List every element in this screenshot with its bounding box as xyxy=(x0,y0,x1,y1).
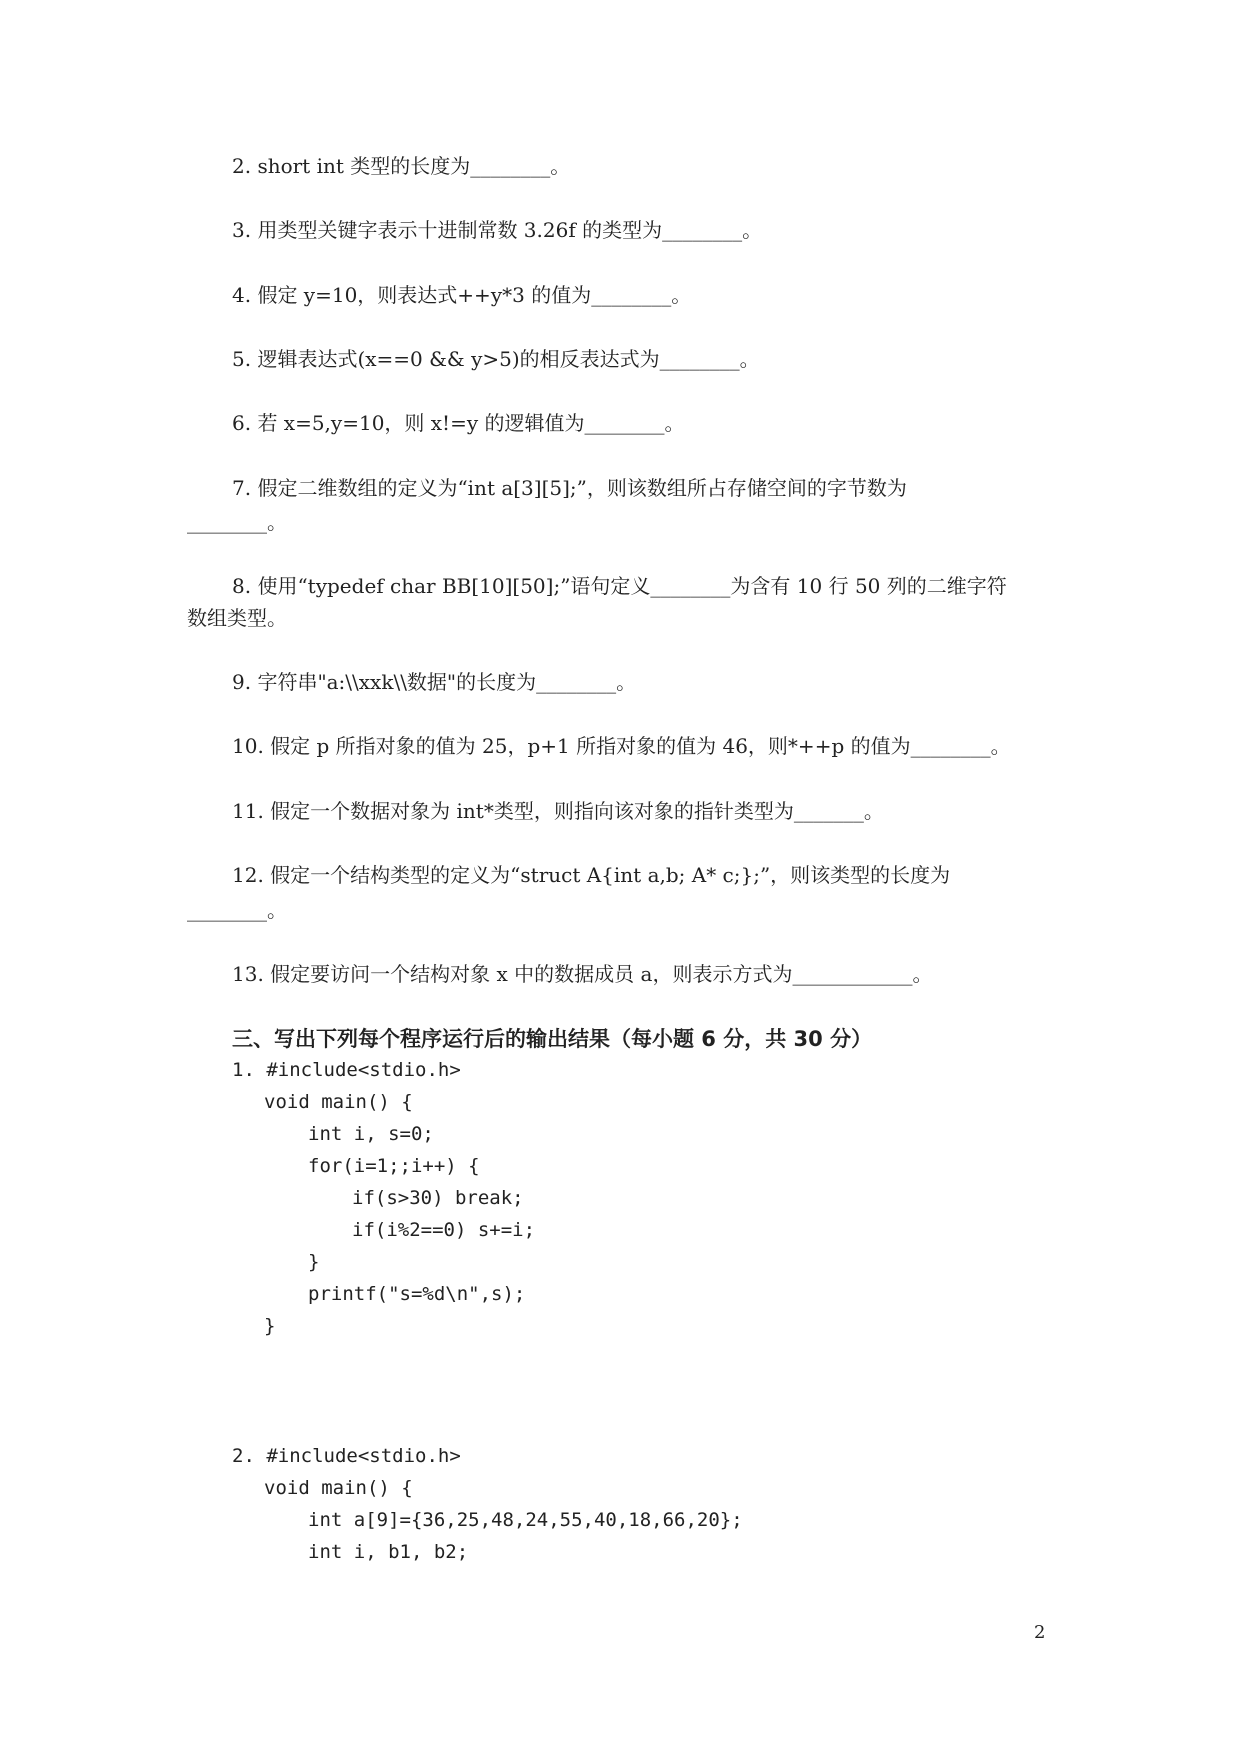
program-1-line-9: } xyxy=(264,1315,276,1337)
program-1-line-5: if(s>30) break; xyxy=(352,1187,524,1209)
program-1-line-8: printf("s=%d\n",s); xyxy=(308,1283,526,1305)
page-number: 2 xyxy=(1034,1622,1046,1643)
question-7: 7. 假定二维数组的定义为“int a[3][5];”，则该数组所占存储空间的字节数为 xyxy=(232,476,907,500)
program-2-line-1: 2. #include<stdio.h> xyxy=(232,1445,461,1467)
question-12-cont: ________。 xyxy=(187,898,287,922)
program-2-line-3: int a[9]={36,25,48,24,55,40,18,66,20}; xyxy=(308,1509,743,1531)
program-2-line-2: void main() { xyxy=(264,1477,413,1499)
question-8-cont: 数组类型。 xyxy=(187,606,287,630)
question-8: 8. 使用“typedef char BB[10][50];”语句定义________为含有 10 行 50 列的二维字符 xyxy=(232,574,1007,598)
question-11: 11. 假定一个数据对象为 int*类型，则指向该对象的指针类型为_______。 xyxy=(232,799,884,823)
program-1-line-4: for(i=1;;i++) { xyxy=(308,1155,480,1177)
section-3-title: 三、写出下列每个程序运行后的输出结果（每小题 6 分，共 30 分） xyxy=(232,1027,873,1051)
question-10: 10. 假定 p 所指对象的值为 25，p+1 所指对象的值为 46，则*++p 的值为________。 xyxy=(232,734,1011,758)
question-13: 13. 假定要访问一个结构对象 x 中的数据成员 a，则表示方式为____________。 xyxy=(232,962,933,986)
program-1-line-6: if(i%2==0) s+=i; xyxy=(352,1219,536,1241)
question-4: 4. 假定 y=10，则表达式++y*3 的值为________。 xyxy=(232,283,692,307)
program-2-line-4: int i, b1, b2; xyxy=(308,1541,469,1563)
question-5: 5. 逻辑表达式(x==0 && y>5)的相反表达式为________。 xyxy=(232,347,760,371)
question-2: 2. short int 类型的长度为________。 xyxy=(232,154,571,178)
question-6: 6. 若 x=5,y=10，则 x!=y 的逻辑值为________。 xyxy=(232,411,685,435)
question-9: 9. 字符串"a:\\xxk\\数据"的长度为________。 xyxy=(232,670,637,694)
program-1-line-1: 1. #include<stdio.h> xyxy=(232,1059,461,1081)
question-12: 12. 假定一个结构类型的定义为“struct A{int a,b; A* c;};”，则该类型的长度为 xyxy=(232,863,951,887)
program-1-line-7: } xyxy=(308,1251,320,1273)
program-1-line-3: int i, s=0; xyxy=(308,1123,434,1145)
question-7-cont: ________。 xyxy=(187,510,287,534)
program-1-line-2: void main() { xyxy=(264,1091,413,1113)
question-3: 3. 用类型关键字表示十进制常数 3.26f 的类型为________。 xyxy=(232,218,763,242)
